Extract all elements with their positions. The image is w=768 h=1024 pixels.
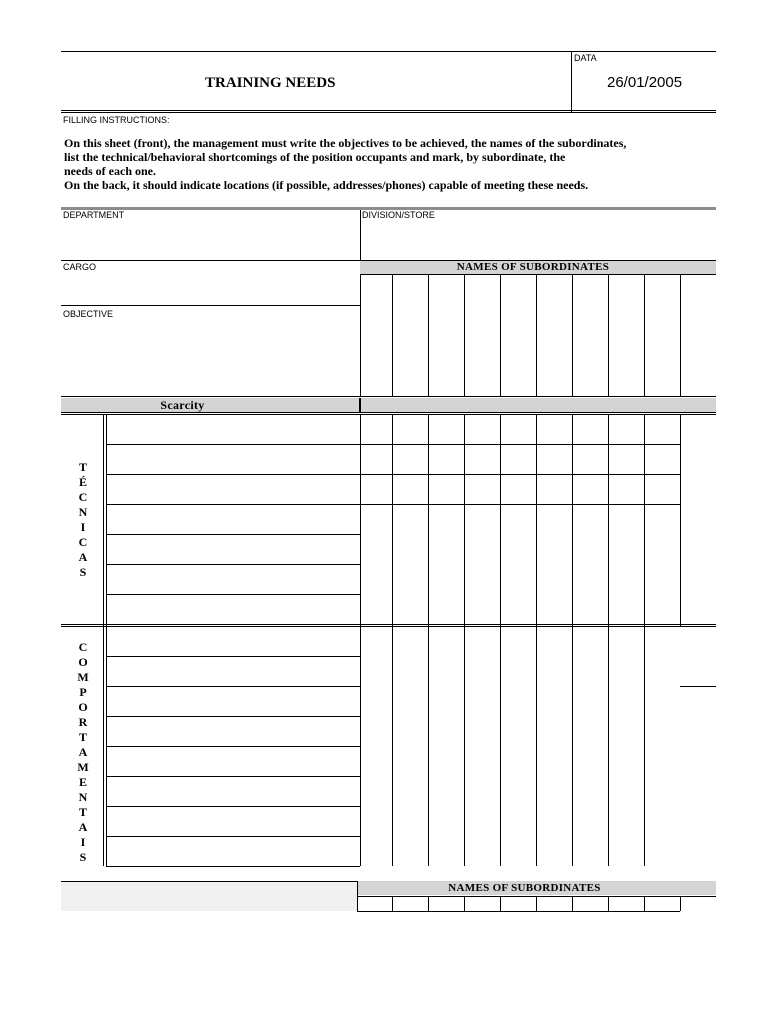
name-column-line: [428, 274, 429, 396]
tecnicas-row-rule: [106, 504, 360, 505]
tecnicas-row-rule: [106, 564, 360, 565]
comport-letter: M: [77, 670, 89, 684]
name-column-line: [536, 274, 537, 396]
name-column-line: [572, 274, 573, 396]
mark-column-line: [428, 414, 429, 866]
scarcity-rule-bottom-2: [61, 414, 716, 415]
comport-row-rule: [106, 686, 360, 687]
mark-column-line: [680, 414, 681, 626]
footer-bottom-rule: [357, 911, 680, 912]
tecnicas-right-divider: [360, 414, 361, 626]
instructions-text: [64, 136, 704, 192]
comport-letter: P: [79, 685, 87, 699]
comport-letter: A: [78, 820, 88, 834]
footer-names-of-subordinates: NAMES OF SUBORDINATES: [448, 882, 601, 894]
cargo-label: CARGO: [63, 262, 97, 272]
tecnicas-letter: I: [80, 520, 86, 534]
objective-label: OBJECTIVE: [63, 309, 114, 319]
comport-item-field[interactable]: [108, 718, 358, 745]
comport-letter: S: [79, 850, 87, 864]
footer-column-line: [680, 896, 681, 911]
header-rule-2: [61, 112, 716, 113]
mark-column-line: [464, 414, 465, 866]
subordinate-name-cell[interactable]: [466, 276, 498, 394]
names-band-bottom: [360, 274, 716, 275]
cargo-field[interactable]: [61, 274, 359, 304]
tecnicas-item-field[interactable]: [108, 596, 358, 623]
tecnicas-item-field[interactable]: [108, 536, 358, 563]
footer-column-line: [392, 896, 393, 911]
name-column-line: [608, 274, 609, 396]
mark-column-line: [392, 414, 393, 866]
department-rule: [61, 260, 360, 261]
comport-row-rule: [106, 806, 360, 807]
comport-row-rule: [106, 836, 360, 837]
names-of-subordinates-header: NAMES OF SUBORDINATES: [456, 261, 610, 273]
left-right-divider: [360, 210, 361, 396]
comport-col-line-1: [103, 626, 104, 866]
footer-column-line: [500, 896, 501, 911]
date-value[interactable]: 26/01/2005: [607, 74, 683, 91]
scarcity-rule-top: [61, 396, 716, 397]
comport-letter: C: [78, 640, 88, 654]
subordinate-name-cell[interactable]: [362, 276, 394, 394]
footer-column-line: [644, 896, 645, 911]
instruction-line: list the technical/behavioral shortcomings of the position occupants and mark, by subordinate, the: [64, 150, 566, 164]
scarcity-label: Scarcity: [160, 398, 205, 412]
comport-row-rule: [106, 656, 360, 657]
tecnicas-col-line-1: [103, 414, 104, 626]
tecnicas-item-field[interactable]: [108, 416, 358, 443]
names-band-top: [360, 260, 716, 261]
objective-field[interactable]: [61, 321, 359, 395]
tecnicas-letter: T: [78, 460, 87, 474]
comport-letter: A: [78, 745, 88, 759]
footer-column-line: [608, 896, 609, 911]
footer-column-line: [536, 896, 537, 911]
comport-letter: M: [77, 760, 89, 774]
mark-column-line: [644, 414, 645, 866]
division-store-field[interactable]: [362, 222, 716, 258]
tecnicas-row-rule: [106, 594, 360, 595]
tecnicas-letter: N: [78, 505, 88, 519]
mark-column-line: [572, 414, 573, 866]
subordinate-name-cell[interactable]: [646, 276, 678, 394]
comport-item-field[interactable]: [108, 778, 358, 805]
comport-row-rule: [106, 776, 360, 777]
footer-column-line: [572, 896, 573, 911]
mark-column-line: [536, 414, 537, 866]
comport-right-divider: [360, 626, 361, 866]
date-divider: [571, 51, 572, 112]
subordinate-name-cell[interactable]: [574, 276, 606, 394]
comport-row-rule: [106, 866, 360, 867]
tecnicas-letter: É: [78, 475, 87, 489]
comport-item-field[interactable]: [108, 658, 358, 685]
tecnicas-letter: A: [78, 550, 88, 564]
form-title: TRAINING NEEDS: [205, 75, 336, 91]
tecnicas-letter: S: [79, 565, 87, 579]
instruction-line: On the back, it should indicate locations (if possible, addresses/phones) capable of meeting these needs.: [64, 178, 589, 192]
tecnicas-label: [73, 460, 93, 580]
date-label: DATA: [574, 53, 597, 63]
department-label: DEPARTMENT: [63, 210, 125, 220]
tecnicas-row-rule: [106, 474, 360, 475]
tecnicas-mark-row-rule: [360, 444, 680, 445]
name-column-line: [464, 274, 465, 396]
instructions-label: FILLING INSTRUCTIONS:: [63, 115, 170, 125]
comport-item-field[interactable]: [108, 838, 358, 865]
footer-left-shade: [61, 881, 357, 911]
comport-row-rule: [106, 746, 360, 747]
department-field[interactable]: [61, 222, 359, 258]
subordinate-name-cell[interactable]: [502, 276, 534, 394]
cargo-rule: [61, 305, 360, 306]
comport-letter: O: [78, 700, 88, 714]
scarcity-rule-bottom: [61, 412, 716, 413]
comport-side-rule: [680, 686, 716, 687]
comport-item-field[interactable]: [108, 748, 358, 775]
footer-column-line: [428, 896, 429, 911]
mark-column-line: [500, 414, 501, 866]
instruction-line: needs of each one.: [64, 164, 156, 178]
tecnicas-item-field[interactable]: [108, 446, 358, 473]
subordinate-name-cell[interactable]: [430, 276, 462, 394]
comport-letter: N: [78, 790, 88, 804]
comportamentais-label: [73, 640, 93, 865]
header-rule: [61, 110, 716, 111]
scarcity-divider: [359, 398, 361, 412]
tecnicas-bottom-rule: [61, 624, 716, 625]
top-rule: [61, 51, 716, 52]
comport-row-rule: [106, 716, 360, 717]
tecnicas-letter: C: [78, 535, 88, 549]
comport-letter: T: [78, 805, 87, 819]
comport-item-field[interactable]: [108, 688, 358, 715]
subordinate-name-cell[interactable]: [610, 276, 642, 394]
tecnicas-letter: C: [78, 490, 88, 504]
tecnicas-mark-row-rule: [360, 474, 680, 475]
footer-left-divider: [357, 881, 358, 911]
comport-item-field[interactable]: [108, 628, 358, 655]
tecnicas-row-rule: [106, 534, 360, 535]
comport-letter: R: [78, 715, 88, 729]
tecnicas-mark-row-rule: [360, 504, 680, 505]
comport-letter: T: [78, 730, 87, 744]
tecnicas-bottom-rule-2: [61, 626, 716, 627]
subordinate-name-cell[interactable]: [394, 276, 426, 394]
comport-item-field[interactable]: [108, 808, 358, 835]
instruction-line: On this sheet (front), the management must write the objectives to be achieved, the names of the subordinates,: [64, 136, 627, 150]
tecnicas-item-field[interactable]: [108, 506, 358, 533]
footer-column-line: [464, 896, 465, 911]
mark-column-line: [608, 414, 609, 866]
comport-letter: O: [78, 655, 88, 669]
name-column-line: [644, 274, 645, 396]
name-column-line: [500, 274, 501, 396]
tecnicas-item-field[interactable]: [108, 566, 358, 593]
tecnicas-row-rule: [106, 444, 360, 445]
division-store-label: DIVISION/STORE: [362, 210, 435, 220]
comport-letter: E: [78, 775, 87, 789]
tecnicas-item-field[interactable]: [108, 476, 358, 503]
subordinate-name-cell[interactable]: [538, 276, 570, 394]
name-column-line: [680, 274, 681, 396]
comport-letter: I: [80, 835, 86, 849]
